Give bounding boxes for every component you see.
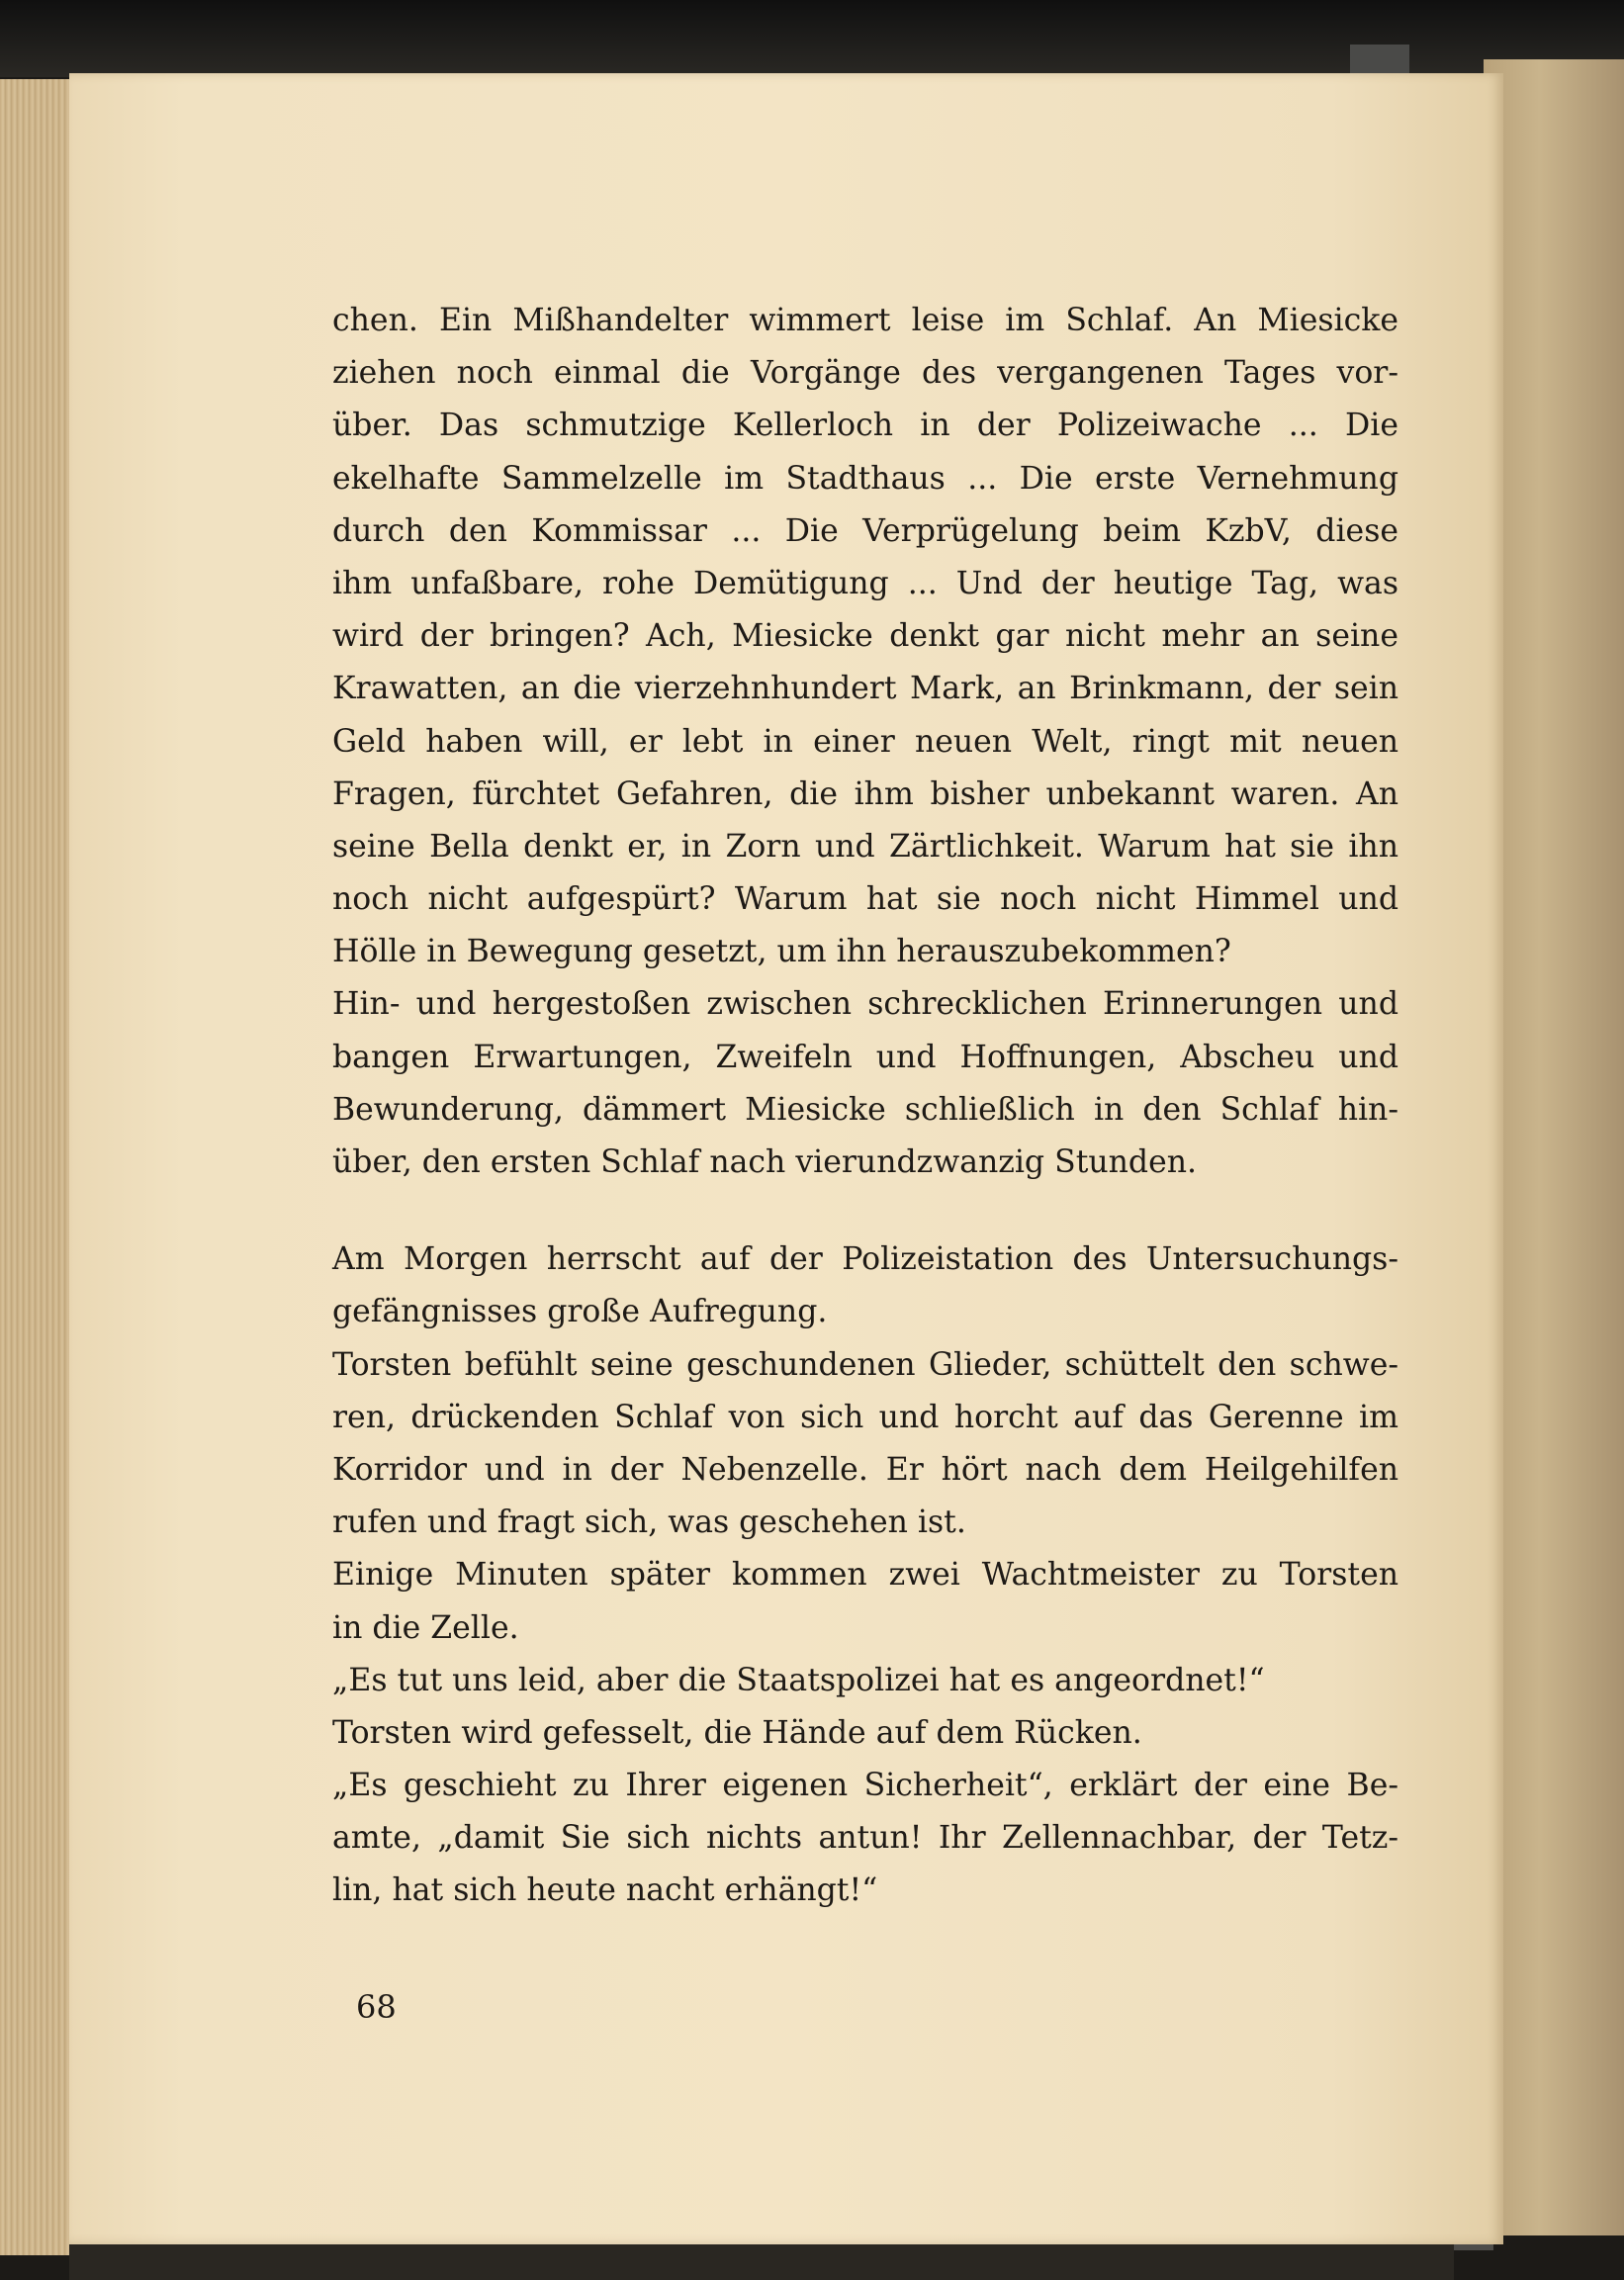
text-line: in die Zelle. [332,1609,519,1646]
text-line: Torsten wird gefesselt, die Hände auf dem Rücken. [332,1714,1142,1751]
text-line: über, den ersten Schlaf nach vierundzwanzig Stunden. [332,1144,1198,1180]
text-line: Hölle in Bewegung gesetzt, um ihn herauszubekommen? [332,934,1231,970]
text-line: seine Bella denkt er, in Zorn und Zärtlichkeit. Warum hat sie ihn [332,828,1398,865]
text-line: ihm unfaßbare, rohe Demütigung ... Und der heutige Tag, was [332,565,1398,601]
text-line: durch den Kommissar ... Die Verprügelung beim KzbV, diese [332,512,1398,549]
text-line: ziehen noch einmal die Vorgänge des vergangenen Tages vor- [332,355,1398,392]
text-line: Am Morgen herrscht auf der Polizeistation des Untersuchungs- [332,1241,1398,1278]
text-line: amte, „damit Sie sich nichts antun! Ihr Zellennachbar, der Tetz- [332,1820,1398,1857]
text-line: wird der bringen? Ach, Miesicke denkt gar nicht mehr an seine [332,618,1398,655]
text-line: Torsten befühlt seine geschundenen Glieder, schüttelt den schwe- [332,1346,1398,1383]
text-line: gefängnisses große Aufregung. [332,1294,828,1330]
page-text [332,295,1398,1918]
text-line: Krawatten, an die vierzehnhundert Mark, an Brinkmann, der sein [332,671,1398,707]
text-line: ren, drückenden Schlaf von sich und horcht auf das Gerenne im [332,1399,1398,1435]
text-line: bangen Erwartungen, Zweifeln und Hoffnungen, Abscheu und [332,1039,1398,1075]
text-line: noch nicht aufgespürt? Warum hat sie noch nicht Himmel und [332,881,1398,918]
text-line: Geld haben will, er lebt in einer neuen Welt, ringt mit neuen [332,723,1398,760]
text-line: Hin- und hergestoßen zwischen schrecklichen Erinnerungen und [332,986,1398,1023]
text-line: Bewunderung, dämmert Miesicke schließlich in den Schlaf hin- [332,1091,1398,1128]
text-line: „Es tut uns leid, aber die Staatspolizei hat es angeordnet!“ [332,1662,1265,1698]
text-line: lin, hat sich heute nacht erhängt!“ [332,1872,878,1909]
text-line: Einige Minuten später kommen zwei Wachtmeister zu Torsten [332,1557,1398,1594]
text-line: chen. Ein Mißhandelter wimmert leise im Schlaf. An Miesicke [332,303,1398,338]
page-number: 68 [356,1988,397,2026]
text-line: über. Das schmutzige Kellerloch in der Polizeiwache ... Die [332,408,1398,444]
text-line: rufen und fragt sich, was geschehen ist. [332,1505,966,1541]
section-break [332,1189,1398,1233]
text-line: Fragen, fürchtet Gefahren, die ihm bisher unbekannt waren. An [332,775,1398,812]
text-line: „Es geschieht zu Ihrer eigenen Sicherheit“, erklärt der eine Be- [332,1768,1398,1804]
text-line: Korridor und in der Nebenzelle. Er hört nach dem Heilgehilfen [332,1451,1398,1488]
book-cover-edge [1484,59,1624,2235]
text-line: ekelhafte Sammelzelle im Stadthaus ... Die erste Vernehmung [332,460,1398,497]
